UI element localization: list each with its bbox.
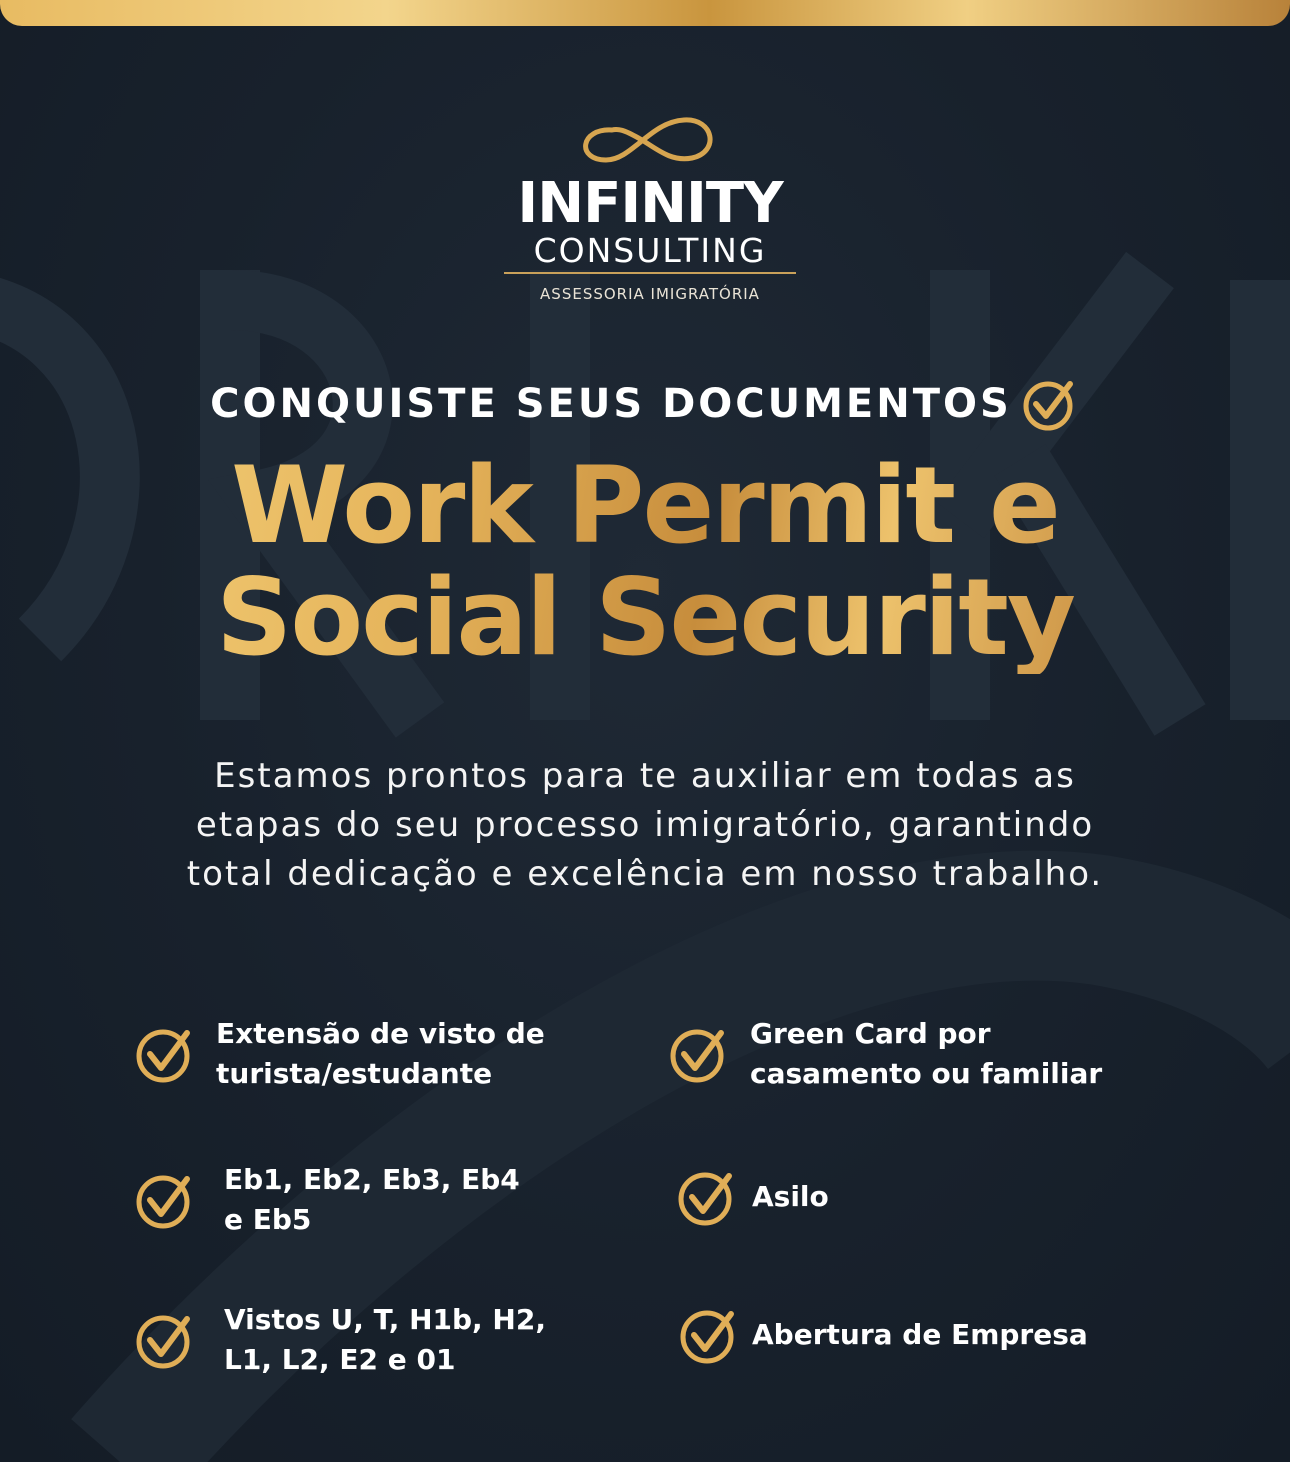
check-circle-icon xyxy=(134,1309,196,1371)
brand-logo xyxy=(500,112,800,312)
service-label-line-1: Asilo xyxy=(752,1180,829,1213)
service-label-line-2: turista/estudante xyxy=(216,1057,493,1090)
service-label-line-1: Extensão de visto de xyxy=(216,1017,545,1050)
service-label-line-1: Vistos U, T, H1b, H2, xyxy=(224,1303,546,1336)
check-circle-icon xyxy=(134,1023,196,1085)
service-item xyxy=(668,1014,1102,1094)
kicker xyxy=(160,374,1130,434)
logo-divider xyxy=(504,272,796,274)
service-item xyxy=(134,1014,545,1094)
headline-line-1: Work Permit e xyxy=(231,444,1059,567)
description-line-3: total dedicação e excelência em nosso trabalho. xyxy=(186,854,1104,894)
service-item xyxy=(134,1300,546,1380)
logo-tagline: ASSESSORIA IMIGRATÓRIA xyxy=(540,285,760,303)
check-circle-icon xyxy=(134,1169,196,1231)
check-circle-icon xyxy=(668,1023,730,1085)
service-label xyxy=(224,1300,546,1380)
service-label-line-2: e Eb5 xyxy=(224,1203,312,1236)
service-item xyxy=(678,1304,1088,1366)
service-label-line-1: Green Card por xyxy=(750,1017,991,1050)
service-label xyxy=(750,1014,1102,1094)
description xyxy=(60,752,1230,899)
logo-wordmark: INFINITY xyxy=(517,171,783,236)
description-line-1: Estamos prontos para te auxiliar em todas as xyxy=(214,756,1076,796)
service-label xyxy=(216,1014,545,1094)
check-circle-icon xyxy=(678,1304,740,1366)
description-line-2: etapas do seu processo imigratório, garantindo xyxy=(195,805,1095,845)
infinity-icon xyxy=(572,112,722,174)
check-circle-icon xyxy=(1020,374,1080,434)
headline xyxy=(60,444,1230,679)
service-item xyxy=(134,1160,520,1240)
headline-line-2: Social Security xyxy=(215,556,1074,679)
service-label-line-1: Eb1, Eb2, Eb3, Eb4 xyxy=(224,1163,520,1196)
kicker-text: CONQUISTE SEUS DOCUMENTOS xyxy=(210,381,1012,427)
service-label-line-1: Abertura de Empresa xyxy=(752,1318,1088,1351)
check-circle-icon xyxy=(676,1166,738,1228)
service-item xyxy=(676,1166,829,1228)
logo-subtitle: CONSULTING xyxy=(533,231,767,270)
service-label xyxy=(224,1160,520,1240)
service-label xyxy=(752,1177,829,1217)
service-label-line-2: L1, L2, E2 e 01 xyxy=(224,1343,456,1376)
service-label xyxy=(752,1315,1088,1355)
service-label-line-2: casamento ou familiar xyxy=(750,1057,1103,1090)
